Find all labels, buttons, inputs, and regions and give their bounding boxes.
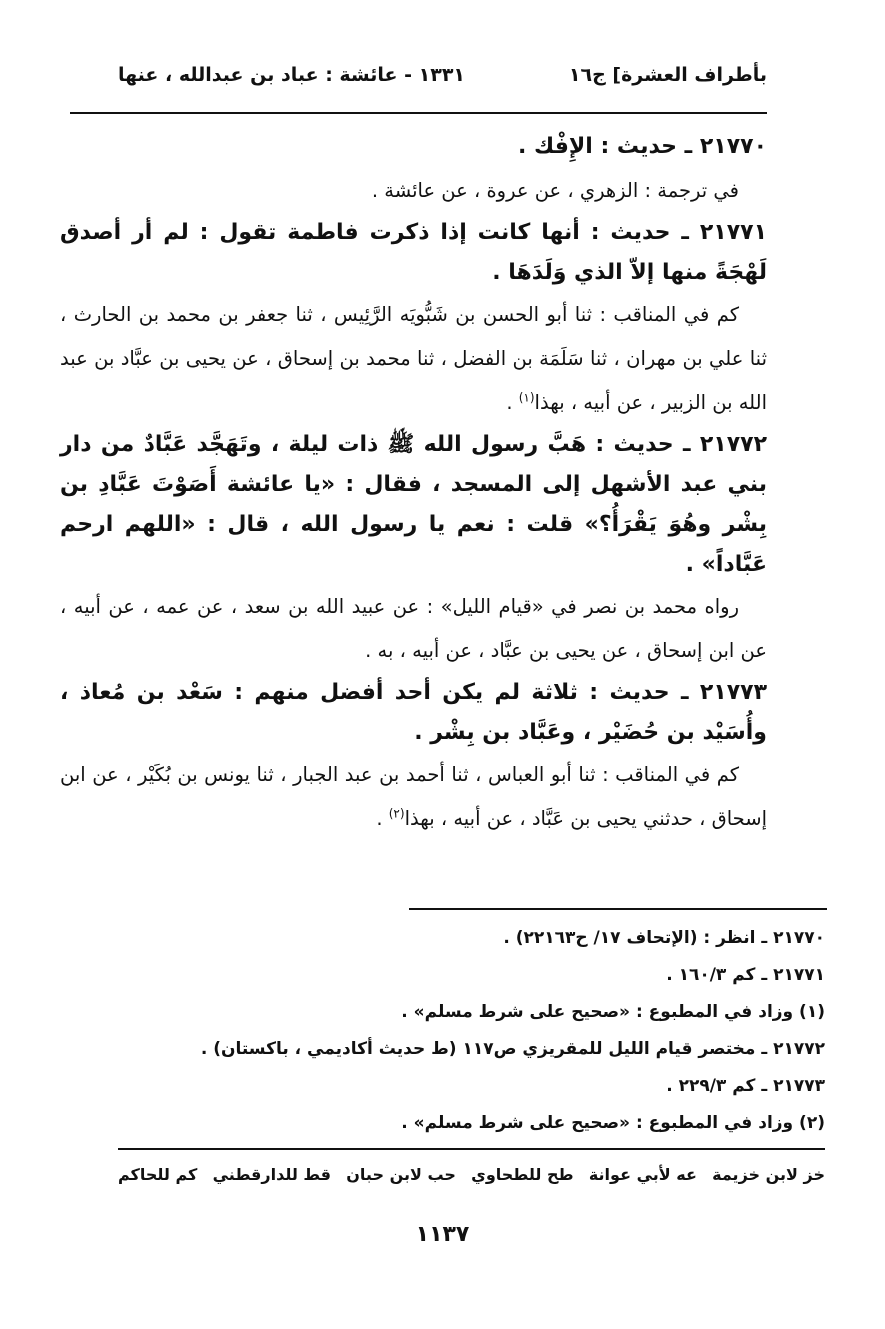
hadith-entry-title: ٢١٧٧٢ ـ حديث : هَبَّ رسول الله ﷺ ذات ليلة ، وتَهَجَّد عَبَّادٌ من دار بني عبد الأشهل إلى المسجد ، فقال : «يا عائشة أَصَوْتَ عَبَّادِ بن بِشْر وهُوَ يَقْرَأُ؟» قلت : نعم يا رسول الله ، قال : «اللهم ارحم عَبَّاداً» . — [60, 432, 767, 577]
abbreviation-item: قط للدارقطني — [212, 1165, 332, 1184]
abbreviation-item: خز لابن خزيمة — [712, 1165, 825, 1184]
hadith-isnad-text: كم في المناقب : ثنا أبو الحسن بن شَبُّويَه الرَّئِيس ، ثنا جعفر بن محمد بن الحارث ، ثنا علي بن مهران ، ثنا سَلَمَة بن الفضل ، ثنا محمد بن إسحاق ، عن يحيى بن عبَّاد بن عبد الله بن الزبير ، عن أبيه ، بهذا — [60, 303, 767, 414]
hadith-isnad: كم في المناقب : ثنا أبو العباس ، ثنا أحمد بن عبد الجبار ، ثنا يونس بن بُكَيْر ، عن ابن إسحاق ، حدثني يحيى بن عَبَّاد ، عن أبيه ، بهذا$^{(٢)}$ . — [60, 763, 767, 830]
hadith-isnad: رواه محمد بن نصر في «قيام الليل» : عن عبيد الله بن سعد ، عن عمه ، عن أبيه ، عن ابن إسحاق ، عن يحيى بن عبَّاد ، عن أبيه ، به . — [60, 595, 767, 662]
abbreviation-item: حب لابن حبان — [346, 1165, 456, 1184]
footnote-line: ٢١٧٧١ ـ كم ١٦٠/٣ . — [666, 965, 825, 985]
header-section-title: ١٣٣١ - عائشة : عباد بن عبدالله ، عنها — [118, 64, 466, 86]
hadith-source-line: في ترجمة : الزهري ، عن عروة ، عن عائشة . — [371, 179, 739, 202]
abbreviation-item: طح للطحاوي — [471, 1165, 574, 1184]
footnote-reference: (١) — [518, 390, 535, 405]
footnote-line: ٢١٧٧٣ ـ كم ٢٢٩/٣ . — [666, 1076, 825, 1096]
abbreviation-divider — [118, 1148, 825, 1150]
page-number: ١١٣٧ — [415, 1222, 470, 1247]
header-divider — [70, 112, 767, 114]
footnote-line: (١) وزاد في المطبوع : «صحيح على شرط مسلم» . — [401, 1002, 825, 1022]
footnote-line: ٢١٧٧٠ ـ انظر : (الإتحاف ١٧/ ح٢٢١٦٣) . — [503, 928, 825, 948]
header-book-title: بأطراف العشرة] ج١٦ — [568, 64, 767, 86]
footnote-line: (٢) وزاد في المطبوع : «صحيح على شرط مسلم» . — [401, 1113, 825, 1133]
footnote-reference: (٢) — [388, 806, 405, 821]
hadith-entry-title: ٢١٧٧١ ـ حديث : أنها كانت إذا ذكرت فاطمة تقول : لم أر أصدق لَهْجَةً منها إلاّ الذي وَلَدَهَا . — [60, 220, 767, 285]
hadith-entry-title: ٢١٧٧٠ ـ حديث : الإِفْك . — [517, 134, 767, 159]
hadith-isnad: كم في المناقب : ثنا أبو الحسن بن شَبُّويَه الرَّئِيس ، ثنا جعفر بن محمد بن الحارث ، ثنا علي بن مهران ، ثنا سَلَمَة بن الفضل ، ثنا محمد بن إسحاق ، عن يحيى بن عبَّاد بن عبد الله بن الزبير ، عن أبيه ، بهذا$^{(١)}$ . — [60, 303, 767, 414]
abbreviation-key — [118, 1165, 825, 1184]
main-text — [60, 125, 767, 841]
footnote-divider — [409, 908, 827, 910]
footnote-line: ٢١٧٧٢ ـ مختصر قيام الليل للمقريزي ص١١٧ (ط حديث أكاديمي ، باكستان) . — [200, 1039, 825, 1059]
hadith-entry-title: ٢١٧٧٣ ـ حديث : ثلاثة لم يكن أحد أفضل منهم : سَعْد بن مُعاذ ، وأُسَيْد بن حُضَيْر ، وعَبَّاد بن بِشْر . — [60, 680, 767, 745]
abbreviation-item: عه لأبي عوانة — [588, 1165, 697, 1184]
footnotes — [60, 920, 825, 1142]
hadith-isnad-text: كم في المناقب : ثنا أبو العباس ، ثنا أحمد بن عبد الجبار ، ثنا يونس بن بُكَيْر ، عن ابن إسحاق ، حدثني يحيى بن عَبَّاد ، عن أبيه ، بهذا — [60, 763, 767, 830]
abbreviation-item: كم للحاكم — [118, 1165, 198, 1184]
running-header — [118, 58, 767, 92]
